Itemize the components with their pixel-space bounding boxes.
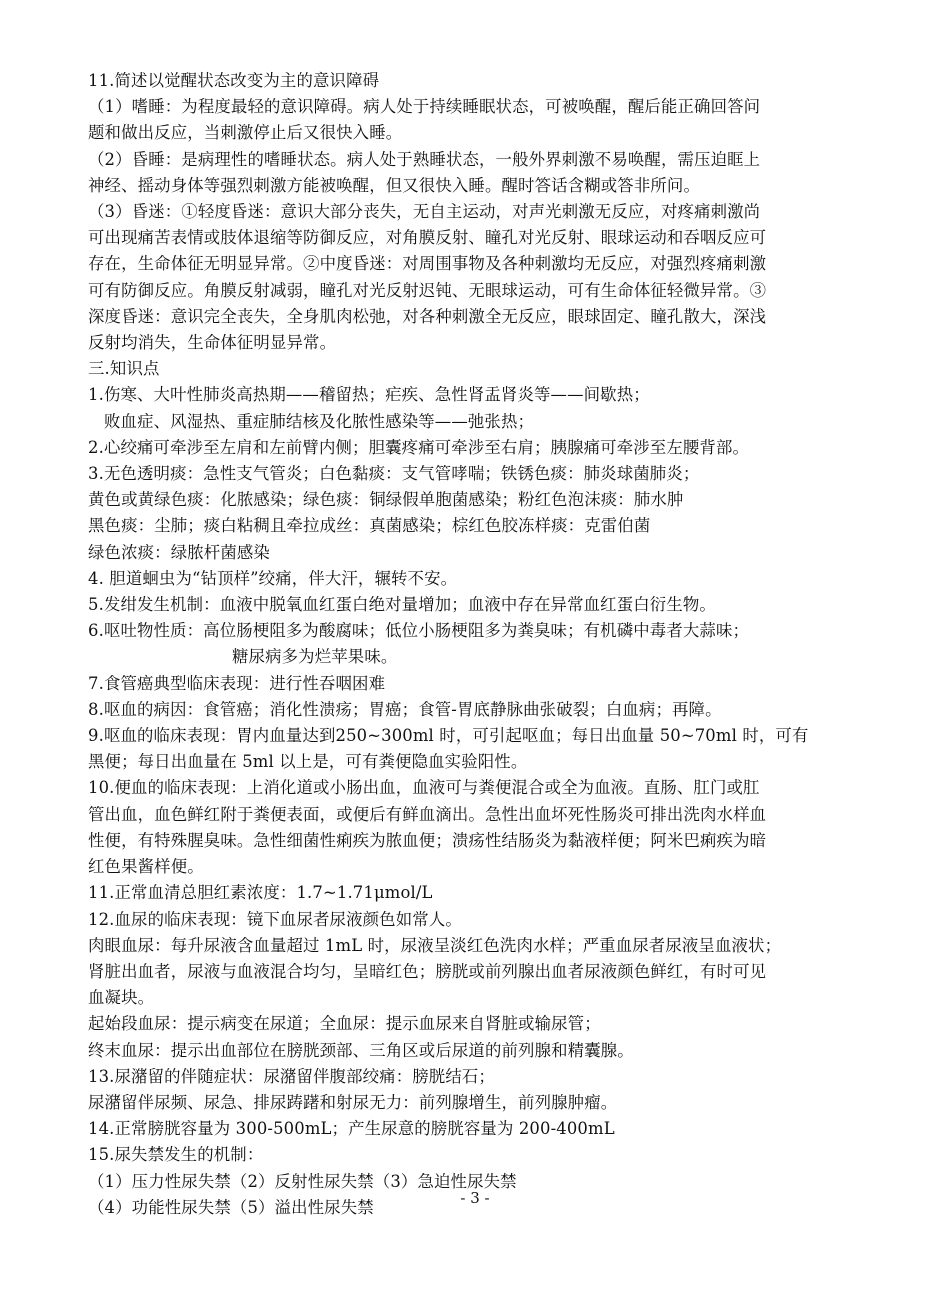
- text-line: 反射均消失，生命体征明显异常。: [88, 333, 337, 353]
- page-number: - 3 -: [460, 1189, 490, 1207]
- text-line: 4. 胆道蛔虫为“钻顶样”绞痛，伴大汗，辗转不安。: [88, 568, 458, 588]
- text-line: 8.呕血的病因：食管癌；消化性溃疡；胃癌；食管-胃底静脉曲张破裂；白血病；再障。: [88, 699, 722, 719]
- text-line: （3）昏迷：①轻度昏迷：意识大部分丧失，无自主运动，对声光刺激无反应，对疼痛刺激尚: [88, 202, 761, 222]
- text-line: 10.便血的临床表现：上消化道或小肠出血，血液可与粪便混合或全为血液。直肠、肛门或肛: [88, 778, 760, 798]
- text-line: 绿色浓痰：绿脓杆菌感染: [88, 542, 270, 562]
- text-line: 黑色痰：尘肺；痰白粘稠且牵拉成丝：真菌感染；棕红色胶冻样痰：克雷伯菌: [88, 516, 651, 536]
- text-line: 尿潴留伴尿频、尿急、排尿踌躇和射尿无力：前列腺增生，前列腺肿瘤。: [88, 1092, 618, 1112]
- section-heading: 三.知识点: [88, 359, 160, 379]
- text-line: 12.血尿的临床表现：镜下血尿者尿液颜色如常人。: [88, 909, 462, 929]
- text-line: 黄色或黄绿色痰：化脓感染；绿色痰：铜绿假单胞菌感染；粉红色泡沫痰：肺水肿: [88, 490, 684, 510]
- text-line: （1）嗜睡：为程度最轻的意识障碍。病人处于持续睡眠状态，可被唤醒，醒后能正确回答问: [88, 97, 761, 117]
- text-line: 神经、摇动身体等强烈刺激方能被唤醒，但又很快入睡。醒时答话含糊或答非所问。: [88, 175, 701, 195]
- text-line: 11.正常血清总胆红素浓度：1.7~1.71μmol/L: [88, 883, 433, 903]
- text-line: 糖尿病多为烂苹果味。: [232, 647, 398, 667]
- text-line: 可有防御反应。角膜反射减弱，瞳孔对光反射迟钝、无眼球运动，可有生命体征轻微异常。③: [88, 280, 767, 300]
- text-line: 败血症、风湿热、重症肺结核及化脓性感染等——弛张热；: [104, 411, 535, 431]
- text-line: 黑便；每日出血量在 5ml 以上是，可有粪便隐血实验阳性。: [88, 752, 528, 772]
- text-line: 14.正常膀胱容量为 300-500mL；产生尿意的膀胱容量为 200-400mL: [88, 1119, 615, 1139]
- text-line: 血凝块。: [88, 988, 155, 1008]
- text-line: 存在，生命体征无明显异常。②中度昏迷：对周围事物及各种刺激均无反应，对强烈疼痛刺激: [88, 254, 767, 274]
- text-line: 红色果酱样便。: [88, 857, 204, 877]
- text-line: 肉眼血尿：每升尿液含血量超过 1mL 时，尿液呈淡红色洗肉水样；严重血尿者尿液呈血液状；: [88, 935, 782, 955]
- text-line: 2.心绞痛可牵涉至左肩和左前臂内侧；胆囊疼痛可牵涉至右肩；胰腺痛可牵涉至左腰背部。: [88, 437, 750, 457]
- text-line: 起始段血尿：提示病变在尿道；全血尿：提示血尿来自肾脏或输尿管；: [88, 1014, 601, 1034]
- text-line: 5.发绀发生机制：血液中脱氧血红蛋白绝对量增加；血液中存在异常血红蛋白衍生物。: [88, 595, 716, 615]
- text-line: 3.无色透明痰：急性支气管炎；白色黏痰：支气管哮喘；铁锈色痰：肺炎球菌肺炎；: [88, 464, 700, 484]
- text-line: 6.呕吐物性质：高位肠梗阻多为酸腐味；低位小肠梗阻多为粪臭味；有机磷中毒者大蒜味；: [88, 621, 750, 641]
- document-body: [88, 68, 870, 1221]
- text-line: （1）压力性尿失禁（2）反射性尿失禁（3）急迫性尿失禁: [88, 1171, 517, 1191]
- text-line: 性便，有特殊腥臭味。急性细菌性痢疾为脓血便；溃疡性结肠炎为黏液样便；阿米巴痢疾为暗: [88, 830, 767, 850]
- text-line: 题和做出反应，当刺激停止后又很快入睡。: [88, 123, 403, 143]
- text-line: 深度昏迷：意识完全丧失，全身肌肉松弛，对各种刺激全无反应，眼球固定、瞳孔散大，深浅: [88, 306, 767, 326]
- text-line: 肾脏出血者，尿液与血液混合均匀，呈暗红色；膀胱或前列腺出血者尿液颜色鲜红，有时可见: [88, 961, 767, 981]
- text-line: 管出血，血色鲜红附于粪便表面，或便后有鲜血滴出。急性出血坏死性肠炎可排出洗肉水样血: [88, 804, 767, 824]
- text-line: 终末血尿：提示出血部位在膀胱颈部、三角区或后尿道的前列腺和精囊腺。: [88, 1040, 634, 1060]
- text-line: 9.呕血的临床表现：胃内血量达到250~300ml 时，可引起呕血；每日出血量 50~70ml 时，可有: [88, 726, 809, 746]
- text-line: （2）昏睡：是病理性的嗜睡状态。病人处于熟睡状态，一般外界刺激不易唤醒，需压迫眶上: [88, 149, 761, 169]
- text-line: 1.伤寒、大叶性肺炎高热期——稽留热；疟疾、急性肾盂肾炎等——间歇热；: [88, 385, 650, 405]
- section-heading: 11.简述以觉醒状态改变为主的意识障碍: [88, 71, 380, 90]
- text-line: 15.尿失禁发生的机制：: [88, 1145, 264, 1165]
- text-line: 7.食管癌典型临床表现：进行性吞咽困难: [88, 673, 386, 693]
- text-line: （4）功能性尿失禁（5）溢出性尿失禁: [88, 1197, 374, 1217]
- text-line: 可出现痛苦表情或肢体退缩等防御反应，对角膜反射、瞳孔对光反射、眼球运动和吞咽反应可: [88, 228, 767, 248]
- text-line: 13.尿潴留的伴随症状：尿潴留伴腹部绞痛：膀胱结石；: [88, 1066, 495, 1086]
